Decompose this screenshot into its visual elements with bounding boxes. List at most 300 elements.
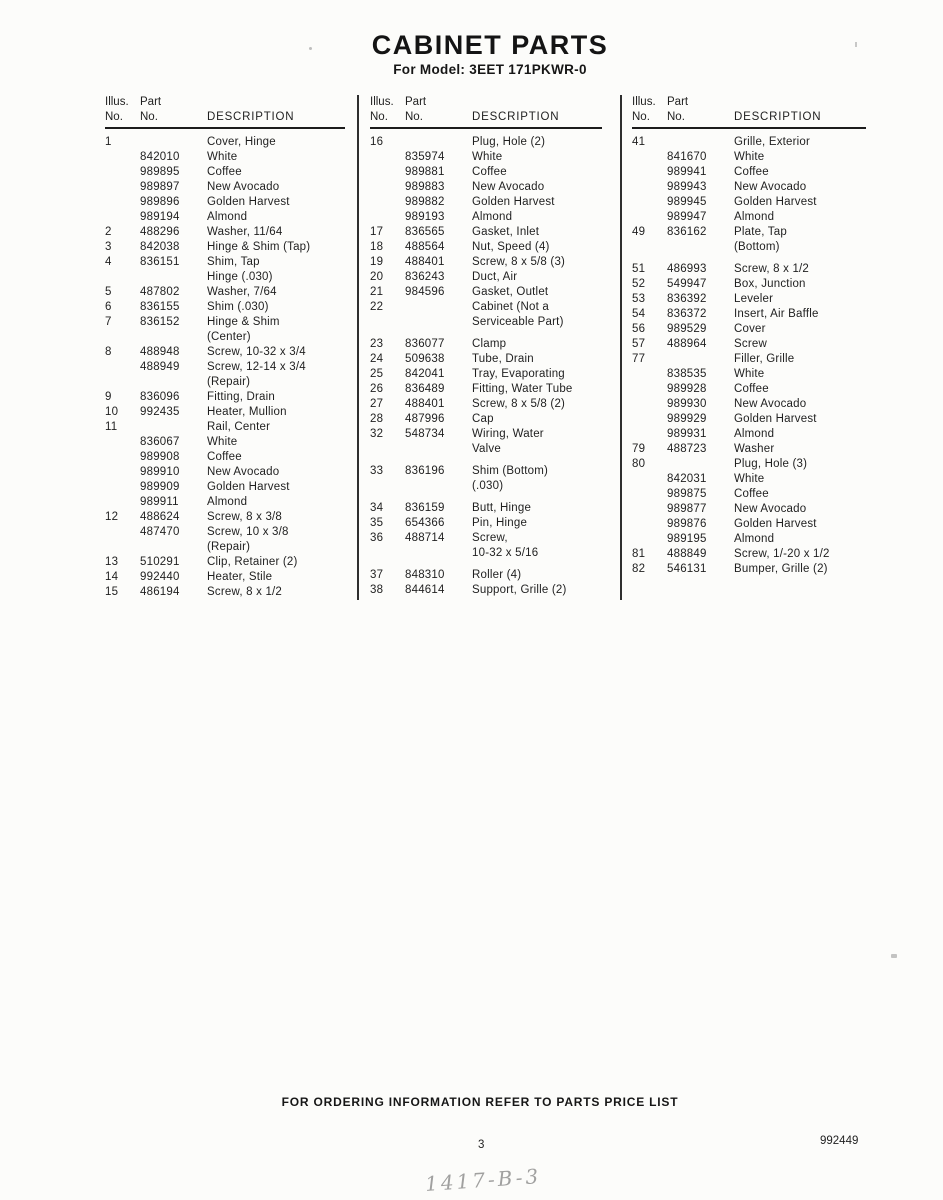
illus-no-cell: 79 [632, 443, 646, 455]
illus-no-cell [632, 210, 667, 225]
description-cell: New Avocado [472, 181, 545, 193]
description-header-label: DESCRIPTION [734, 111, 822, 123]
table-row [370, 583, 620, 598]
part-no-cell [667, 352, 734, 367]
description-cell: Screw, 10-32 x 3/4 [207, 346, 306, 358]
table-header-line-1 [632, 95, 866, 110]
table-row [370, 382, 620, 397]
table-rows [370, 135, 620, 598]
illus-no-cell [370, 210, 405, 225]
table-header-line-1 [370, 95, 602, 110]
table-row [632, 307, 877, 322]
illus-no-cell: 3 [105, 241, 112, 253]
illus-no-cell: 33 [370, 465, 384, 477]
table-row [105, 135, 357, 150]
table-row [105, 240, 357, 255]
illus-no-cell: 1 [105, 136, 112, 148]
part-no-cell: 488948 [140, 346, 180, 358]
part-no-cell: 838535 [667, 368, 707, 380]
description-cell: Coffee [734, 166, 769, 178]
table-row [105, 525, 357, 540]
description-header-label: DESCRIPTION [207, 111, 295, 123]
table-row [632, 442, 877, 457]
description-cell: Screw, [472, 532, 508, 544]
description-cell: Golden Harvest [734, 518, 817, 530]
table-row [370, 240, 620, 255]
illus-header-label: Illus. [370, 96, 394, 108]
table-header-line-2 [632, 110, 866, 125]
table-row [105, 465, 357, 480]
illus-no-cell: 4 [105, 256, 112, 268]
part-no-cell: 836155 [140, 301, 180, 313]
part-no-cell: 836067 [140, 436, 180, 448]
part-no-cell: 989883 [405, 181, 445, 193]
part-no-cell: 548734 [405, 428, 445, 440]
illus-no-cell: 57 [632, 338, 646, 350]
illus-no-cell: 13 [105, 556, 119, 568]
illus-no-cell: 52 [632, 278, 646, 290]
part-no-cell: 989875 [667, 488, 707, 500]
illus-no-cell: 49 [632, 226, 646, 238]
illus-no-cell: 22 [370, 301, 384, 313]
illus-no-cell: 6 [105, 301, 112, 313]
scan-speck [855, 42, 857, 47]
description-cell: Fitting, Water Tube [472, 383, 573, 395]
illus-no-cell [632, 150, 667, 165]
illus-no-cell [632, 180, 667, 195]
part-no-header-label: No. [667, 111, 685, 123]
description-cell: Almond [734, 428, 775, 440]
table-header-line-1 [105, 95, 345, 110]
part-no-cell: 844614 [405, 584, 445, 596]
illus-no-cell [105, 150, 140, 165]
part-no-cell: 989945 [667, 196, 707, 208]
description-header-label: DESCRIPTION [472, 111, 560, 123]
description-cell: Support, Grille (2) [472, 584, 567, 596]
table-row [370, 270, 620, 285]
scan-speck [891, 954, 897, 958]
illus-no-cell [632, 472, 667, 487]
illus-no-cell [632, 487, 667, 502]
table-row [370, 546, 620, 561]
table-row [632, 457, 877, 472]
table-row [105, 540, 357, 555]
illus-no-cell [632, 382, 667, 397]
table-row [632, 225, 877, 240]
row-spacer [370, 457, 620, 464]
table-row [632, 562, 877, 577]
description-cell: Cover, Hinge [207, 136, 276, 148]
description-cell: Duct, Air [472, 271, 518, 283]
description-cell: New Avocado [207, 181, 280, 193]
part-no-cell: 989876 [667, 518, 707, 530]
table-rows [632, 135, 877, 577]
description-cell: Plug, Hole (3) [734, 458, 808, 470]
part-no-cell [405, 300, 472, 315]
illus-no-cell: 18 [370, 241, 384, 253]
illus-no-cell: 14 [105, 571, 119, 583]
description-cell: Heater, Mullion [207, 406, 287, 418]
table-row [370, 397, 620, 412]
table-row [632, 165, 877, 180]
part-no-cell: 836151 [140, 256, 180, 268]
table-row [632, 547, 877, 562]
part-no-cell: 842031 [667, 473, 707, 485]
table-header [105, 95, 345, 129]
row-spacer [370, 330, 620, 337]
part-no-cell [140, 375, 207, 390]
table-row [370, 285, 620, 300]
part-no-cell: 488296 [140, 226, 180, 238]
table-row [370, 180, 620, 195]
description-cell: Screw, 12-14 x 3/4 [207, 361, 306, 373]
description-cell: Screw, 8 x 1/2 [734, 263, 810, 275]
illus-no-cell [632, 517, 667, 532]
part-no-cell [405, 315, 472, 330]
part-no-cell: 836372 [667, 308, 707, 320]
part-no-cell: 989931 [667, 428, 707, 440]
table-row [632, 382, 877, 397]
table-row [370, 531, 620, 546]
table-row [632, 472, 877, 487]
illus-no-cell [370, 180, 405, 195]
part-no-cell: 487802 [140, 286, 180, 298]
illus-no-header-label: No. [370, 111, 388, 123]
table-row [370, 427, 620, 442]
part-no-cell [667, 457, 734, 472]
part-no-cell: 989910 [140, 466, 180, 478]
part-no-cell: 836196 [405, 465, 445, 477]
part-no-cell: 836077 [405, 338, 445, 350]
table-row [632, 292, 877, 307]
part-no-cell: 487470 [140, 526, 180, 538]
table-row [370, 337, 620, 352]
table-row [370, 210, 620, 225]
description-cell: Screw, 8 x 1/2 [207, 586, 283, 598]
illus-no-cell: 28 [370, 413, 384, 425]
description-cell: Coffee [207, 451, 242, 463]
illus-no-cell: 53 [632, 293, 646, 305]
illus-no-cell [632, 412, 667, 427]
description-cell: Washer [734, 443, 775, 455]
illus-header-label: Illus. [632, 96, 656, 108]
table-row [370, 195, 620, 210]
part-no-cell: 989895 [140, 166, 180, 178]
table-row [105, 495, 357, 510]
description-cell: Coffee [734, 488, 769, 500]
illus-no-cell: 27 [370, 398, 384, 410]
description-cell: New Avocado [734, 503, 807, 515]
table-row [105, 435, 357, 450]
table-row [632, 135, 877, 150]
description-cell: Pin, Hinge [472, 517, 528, 529]
row-spacer [632, 255, 877, 262]
table-row [105, 405, 357, 420]
illus-no-cell: 23 [370, 338, 384, 350]
table-header [370, 95, 602, 129]
table-row [105, 555, 357, 570]
part-no-cell: 989896 [140, 196, 180, 208]
illus-no-cell [105, 360, 140, 375]
part-no-cell: 488401 [405, 398, 445, 410]
part-header-label: Part [667, 96, 689, 108]
illus-no-cell [370, 165, 405, 180]
description-cell: Insert, Air Baffle [734, 308, 819, 320]
table-row [105, 345, 357, 360]
table-row [370, 501, 620, 516]
description-cell: Cabinet (Not a [472, 301, 549, 313]
part-no-cell: 836096 [140, 391, 180, 403]
illus-no-cell [370, 150, 405, 165]
table-row [105, 570, 357, 585]
description-cell: Grille, Exterior [734, 136, 811, 148]
part-no-cell [405, 546, 472, 561]
illus-no-cell: 37 [370, 569, 384, 581]
part-no-cell: 989897 [140, 181, 180, 193]
table-row [632, 517, 877, 532]
illus-no-cell [105, 540, 140, 555]
table-row [370, 516, 620, 531]
illus-no-cell: 81 [632, 548, 646, 560]
table-row [370, 367, 620, 382]
illus-no-cell: 15 [105, 586, 119, 598]
part-no-cell [667, 240, 734, 255]
part-no-cell: 488949 [140, 361, 180, 373]
illus-no-cell [105, 195, 140, 210]
table-row [370, 479, 620, 494]
description-cell: Tray, Evaporating [472, 368, 565, 380]
illus-no-cell [105, 330, 140, 345]
document-number: 992449 [820, 1135, 859, 1147]
part-no-cell: 842038 [140, 241, 180, 253]
part-no-cell: 836392 [667, 293, 707, 305]
part-no-cell: 486194 [140, 586, 180, 598]
parts-table-column-3 [620, 95, 877, 600]
illus-no-cell: 82 [632, 563, 646, 575]
table-row [105, 450, 357, 465]
description-cell: Hinge & Shim (Tap) [207, 241, 311, 253]
table-row [370, 315, 620, 330]
row-spacer [370, 494, 620, 501]
part-no-cell: 836489 [405, 383, 445, 395]
illus-no-cell: 12 [105, 511, 119, 523]
table-row [105, 360, 357, 375]
illus-no-cell: 36 [370, 532, 384, 544]
part-no-cell [140, 135, 207, 150]
illus-no-cell [370, 479, 405, 494]
part-no-cell: 486993 [667, 263, 707, 275]
illus-no-cell: 7 [105, 316, 112, 328]
part-no-cell: 989928 [667, 383, 707, 395]
description-cell: Screw, 10 x 3/8 [207, 526, 289, 538]
table-header-line-2 [370, 110, 602, 125]
description-cell: White [734, 151, 765, 163]
parts-table-column-2 [357, 95, 620, 600]
part-no-cell: 989529 [667, 323, 707, 335]
table-row [632, 195, 877, 210]
table-row [370, 352, 620, 367]
illus-no-cell [632, 397, 667, 412]
description-cell: Cover [734, 323, 766, 335]
part-no-cell: 488723 [667, 443, 707, 455]
illus-no-cell [632, 427, 667, 442]
illus-no-cell: 38 [370, 584, 384, 596]
illus-no-cell: 8 [105, 346, 112, 358]
table-row [105, 285, 357, 300]
description-cell: Golden Harvest [734, 196, 817, 208]
part-no-cell: 989941 [667, 166, 707, 178]
row-spacer [370, 561, 620, 568]
part-no-cell: 488624 [140, 511, 180, 523]
description-cell: Almond [734, 211, 775, 223]
description-cell: Screw, 1/-20 x 1/2 [734, 548, 830, 560]
description-cell: Golden Harvest [207, 196, 290, 208]
description-cell: Leveler [734, 293, 774, 305]
part-no-cell: 836243 [405, 271, 445, 283]
part-no-cell: 989943 [667, 181, 707, 193]
illus-no-cell [105, 165, 140, 180]
description-cell: Washer, 11/64 [207, 226, 283, 238]
scan-speck [309, 47, 312, 50]
illus-no-cell [105, 375, 140, 390]
table-row [105, 420, 357, 435]
illus-no-cell [632, 367, 667, 382]
part-no-cell: 989911 [140, 496, 179, 508]
description-cell: Box, Junction [734, 278, 806, 290]
part-no-cell: 989908 [140, 451, 180, 463]
table-row [370, 225, 620, 240]
illus-no-cell: 21 [370, 286, 384, 298]
description-cell: Coffee [207, 166, 242, 178]
table-row [370, 255, 620, 270]
table-row [632, 277, 877, 292]
description-cell: Wiring, Water [472, 428, 544, 440]
illus-no-cell: 5 [105, 286, 112, 298]
description-cell: Heater, Stile [207, 571, 273, 583]
description-cell: Screw, 8 x 5/8 (3) [472, 256, 566, 268]
table-row [632, 322, 877, 337]
part-no-cell: 835974 [405, 151, 445, 163]
illus-no-cell: 26 [370, 383, 384, 395]
part-no-cell: 992435 [140, 406, 180, 418]
table-row [370, 150, 620, 165]
part-no-cell [405, 135, 472, 150]
description-cell: Bumper, Grille (2) [734, 563, 828, 575]
description-cell: Clip, Retainer (2) [207, 556, 298, 568]
description-cell: Screw, 8 x 5/8 (2) [472, 398, 566, 410]
description-cell: Screw, 8 x 3/8 [207, 511, 283, 523]
description-cell: Shim (.030) [207, 301, 269, 313]
illus-no-cell: 9 [105, 391, 112, 403]
table-row [632, 150, 877, 165]
description-cell: Roller (4) [472, 569, 522, 581]
illus-no-cell [370, 195, 405, 210]
table-row [105, 225, 357, 240]
part-no-cell: 989194 [140, 211, 180, 223]
part-no-cell: 989929 [667, 413, 707, 425]
description-cell: Cap [472, 413, 494, 425]
part-no-cell: 989195 [667, 533, 707, 545]
page-number: 3 [478, 1139, 485, 1151]
description-cell: Coffee [472, 166, 507, 178]
illus-no-cell [632, 165, 667, 180]
description-cell: (Center) [207, 331, 251, 343]
description-cell: New Avocado [207, 466, 280, 478]
description-cell: (Repair) [207, 541, 251, 553]
table-row [632, 427, 877, 442]
part-header-label: Part [405, 96, 427, 108]
part-no-cell: 488849 [667, 548, 707, 560]
table-row [370, 442, 620, 457]
description-cell: Washer, 7/64 [207, 286, 277, 298]
part-no-cell: 488564 [405, 241, 445, 253]
description-cell: White [472, 151, 503, 163]
part-no-cell: 488714 [405, 532, 445, 544]
description-cell: Gasket, Outlet [472, 286, 549, 298]
part-no-cell: 654366 [405, 517, 445, 529]
model-subtitle: For Model: 3EET 171PKWR-0 [393, 62, 587, 77]
illus-no-cell [105, 450, 140, 465]
part-no-cell: 989881 [405, 166, 445, 178]
illus-no-header-label: No. [105, 111, 123, 123]
illus-no-cell [105, 270, 140, 285]
description-cell: Screw [734, 338, 767, 350]
description-cell: Golden Harvest [734, 413, 817, 425]
illus-no-cell: 32 [370, 428, 384, 440]
illus-no-cell [105, 480, 140, 495]
description-cell: Tube, Drain [472, 353, 534, 365]
illus-no-cell [105, 180, 140, 195]
parts-tables [105, 95, 877, 600]
table-row [105, 255, 357, 270]
table-row [105, 480, 357, 495]
part-no-cell: 487996 [405, 413, 445, 425]
part-no-cell: 992440 [140, 571, 180, 583]
table-row [632, 367, 877, 382]
part-no-cell [405, 479, 472, 494]
table-row [632, 502, 877, 517]
illus-no-cell: 77 [632, 353, 646, 365]
table-row [632, 262, 877, 277]
description-cell: Plug, Hole (2) [472, 136, 546, 148]
illus-no-cell [370, 546, 405, 561]
description-cell: Golden Harvest [207, 481, 290, 493]
part-no-cell: 836152 [140, 316, 180, 328]
table-rows [105, 135, 357, 600]
illus-no-cell: 24 [370, 353, 384, 365]
ordering-info-note: FOR ORDERING INFORMATION REFER TO PARTS PRICE LIST [281, 1095, 679, 1109]
description-cell: Almond [207, 211, 248, 223]
page-title: CABINET PARTS [371, 30, 609, 60]
description-cell: White [207, 436, 238, 448]
table-row [105, 390, 357, 405]
illus-no-cell: 25 [370, 368, 384, 380]
part-no-cell: 842010 [140, 151, 180, 163]
description-cell: Gasket, Inlet [472, 226, 540, 238]
description-cell: Clamp [472, 338, 507, 350]
description-cell: White [734, 368, 765, 380]
illus-no-cell [632, 195, 667, 210]
part-no-cell: 509638 [405, 353, 445, 365]
description-cell: Rail, Center [207, 421, 271, 433]
table-row [105, 195, 357, 210]
description-cell: 10-32 x 5/16 [472, 547, 539, 559]
illus-no-cell: 19 [370, 256, 384, 268]
illus-no-cell [105, 435, 140, 450]
part-no-header-label: No. [405, 111, 423, 123]
table-header [632, 95, 866, 129]
table-row [632, 397, 877, 412]
